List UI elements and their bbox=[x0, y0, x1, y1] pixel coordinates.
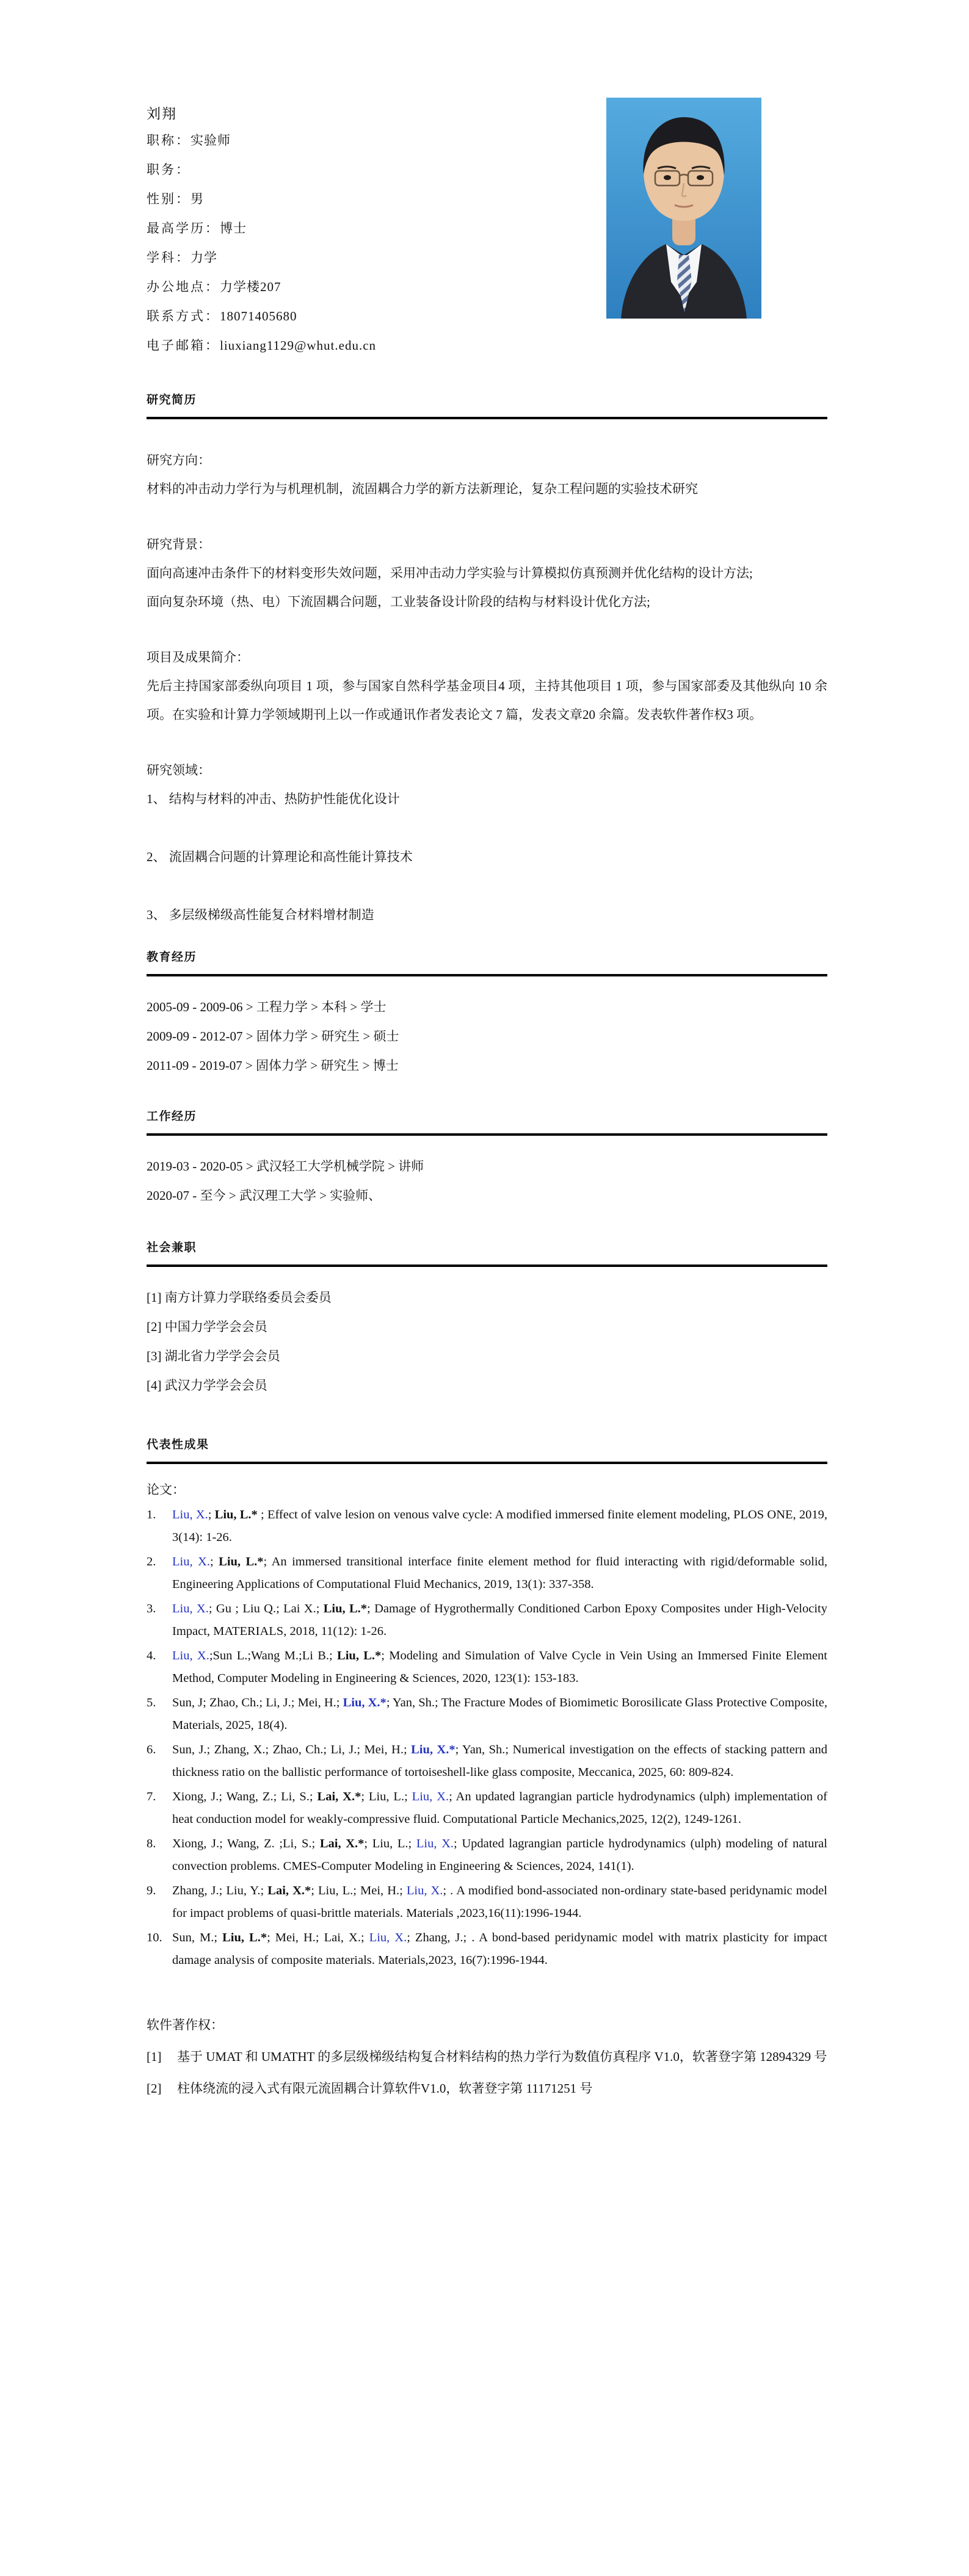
papers-list bbox=[147, 1504, 827, 1972]
page-content bbox=[147, 0, 827, 2103]
paper-number: 2. bbox=[147, 1555, 156, 1568]
paper-segment: Sun, J.; Zhang, X.; Zhao, Ch.; Li, J.; Mei, H.; bbox=[172, 1743, 412, 1756]
software-item-text: 基于 UMAT 和 UMATHT 的多层级梯级结构复合材料结构的热力学行为数值仿真程序 V1.0，软著登字第 12894329 号 bbox=[177, 2049, 827, 2064]
author-link[interactable]: Liu, X. bbox=[172, 1602, 209, 1615]
paper-number: 3. bbox=[147, 1602, 156, 1615]
author-link[interactable]: Liu, X.* bbox=[411, 1743, 455, 1756]
paper-segment: ; bbox=[208, 1508, 215, 1521]
paper-item bbox=[147, 1880, 827, 1925]
field-label: 职称： bbox=[147, 133, 191, 148]
social-item: [4] 武汉力学学会会员 bbox=[147, 1378, 267, 1393]
paper-text bbox=[172, 1645, 827, 1690]
profile-fields bbox=[147, 126, 827, 360]
corresponding-author: Lai, X.* bbox=[267, 1884, 311, 1897]
profile-field bbox=[147, 301, 827, 331]
education-item: 2009-09 - 2012-07 > 固体力学 > 研究生 > 硕士 bbox=[147, 1029, 399, 1044]
author-link[interactable]: Liu, X. bbox=[406, 1884, 443, 1897]
paper-segment: ; Effect of valve lesion on venous valve cycle: A modified immersed finite element modeling, PLOS ONE, 2019, 3(14): 1-26. bbox=[172, 1508, 827, 1544]
research-paragraph: 面向高速冲击条件下的材料变形失效问题，采用冲击动力学实验与计算模拟仿真预测并优化结构的设计方法; bbox=[147, 566, 753, 580]
corresponding-author: Liu, L.* bbox=[323, 1602, 368, 1615]
profile-field bbox=[147, 126, 827, 155]
social-item: [2] 中国力学学会会员 bbox=[147, 1319, 267, 1334]
work-item: 2019-03 - 2020-05 > 武汉轻工大学机械学院 > 讲师 bbox=[147, 1159, 424, 1174]
paper-segment: ; An updated lagrangian particle hydrodynamics (ulph) implementation of heat conduction model for weakly-compressive fluid. Computational Particle Mechanics,2025, 12(2), 1249-1261. bbox=[172, 1790, 827, 1826]
section-heading-research: 研究简历 bbox=[147, 391, 827, 419]
education-item: 2011-09 - 2019-07 > 固体力学 > 研究生 > 博士 bbox=[147, 1058, 399, 1073]
paper-segment: ; Updated lagrangian particle hydrodynamics (ulph) modeling of natural convection problems. CMES-Computer Modeling in Engineering & Sciences, 2024, 141(1). bbox=[172, 1837, 827, 1873]
paper-segment: ; Yan, Sh.; Numerical investigation on the effects of stacking pattern and thickness ratio on the ballistic performance of tortoiseshell-like glass composite, Meccanica, 2025, 60: 809-824. bbox=[172, 1743, 827, 1779]
section-work bbox=[147, 1107, 827, 1210]
author-link[interactable]: Liu, X. bbox=[172, 1649, 209, 1662]
research-paragraph: 材料的冲击动力学行为与机理机制，流固耦合力学的新方法新理论，复杂工程问题的实验技术研究 bbox=[147, 482, 698, 496]
section-research bbox=[147, 391, 827, 929]
paper-item bbox=[147, 1692, 827, 1737]
paper-text bbox=[172, 1927, 827, 1972]
corresponding-author: Liu, L.* bbox=[214, 1508, 261, 1521]
software-item-tag: [2] bbox=[147, 2081, 162, 2096]
corresponding-author: Liu, L.* bbox=[337, 1649, 382, 1662]
section-heading-social: 社会兼职 bbox=[147, 1238, 827, 1267]
software-item-text: 柱体绕流的浸入式有限元流固耦合计算软件V1.0，软著登字第 11171251 号 bbox=[177, 2081, 593, 2096]
education-item: 2005-09 - 2009-06 > 工程力学 > 本科 > 学士 bbox=[147, 1000, 387, 1014]
paper-segment: Xiong, J.; Wang, Z. ;Li, S.; bbox=[172, 1837, 320, 1850]
paper-number: 7. bbox=[147, 1790, 156, 1803]
paper-number: 5. bbox=[147, 1696, 156, 1709]
paper-text bbox=[172, 1504, 827, 1549]
field-value: 力学 bbox=[191, 250, 217, 265]
research-blocks bbox=[147, 446, 827, 929]
field-label: 性别： bbox=[147, 192, 191, 206]
field-value: 力学楼207 bbox=[220, 280, 281, 294]
field-label: 联系方式： bbox=[147, 309, 220, 323]
paper-number: 6. bbox=[147, 1743, 156, 1756]
paper-item bbox=[147, 1927, 827, 1972]
section-achievements bbox=[147, 1435, 827, 2103]
field-label: 学科： bbox=[147, 250, 191, 265]
research-block-title: 研究背景： bbox=[147, 537, 211, 552]
paper-item bbox=[147, 1645, 827, 1690]
paper-text bbox=[172, 1551, 827, 1596]
field-label: 办公地点： bbox=[147, 280, 220, 294]
paper-segment: ; bbox=[209, 1555, 219, 1568]
author-link[interactable]: Liu, X. bbox=[369, 1931, 407, 1944]
paper-segment: ; Zhang, J.; . A bond-based peridynamic model with matrix plasticity for impact damage analysis of composite materials. Materials,2023, 16(7):1996-1944. bbox=[172, 1931, 828, 1967]
paper-segment: ; An immersed transitional interface finite element method for fluid interacting with rigid/deformable solid, Engineering Applications of Computational Fluid Mechanics, 2019, 13(1): 337-358. bbox=[172, 1555, 827, 1591]
research-block-title: 项目及成果简介： bbox=[147, 650, 249, 665]
field-value: 实验师 bbox=[191, 133, 231, 148]
profile-field bbox=[147, 184, 827, 214]
paper-number: 8. bbox=[147, 1837, 156, 1850]
social-item: [1] 南方计算力学联络委员会委员 bbox=[147, 1290, 332, 1305]
paper-item bbox=[147, 1504, 827, 1549]
corresponding-author: Lai, X.* bbox=[319, 1837, 365, 1850]
author-link[interactable]: Liu, X. bbox=[416, 1837, 454, 1850]
field-label: 电子邮箱： bbox=[147, 338, 220, 353]
paper-text bbox=[172, 1598, 827, 1643]
section-social bbox=[147, 1238, 827, 1400]
research-paragraph: 3、 多层级梯级高性能复合材料增材制造 bbox=[147, 907, 374, 922]
paper-segment: ; Damage of Hygrothermally Conditioned Carbon Epoxy Composites under High-Velocity Impact, MATERIALS, 2018, 11(12): 1-26. bbox=[172, 1602, 827, 1638]
research-block-title: 研究方向： bbox=[147, 453, 211, 467]
social-list bbox=[147, 1283, 827, 1400]
papers-label: 论文： bbox=[147, 1482, 185, 1497]
paper-segment: ; Liu, L.; bbox=[364, 1837, 416, 1850]
paper-number: 10. bbox=[147, 1931, 162, 1944]
section-heading-work: 工作经历 bbox=[147, 1107, 827, 1136]
software-list bbox=[147, 2042, 827, 2103]
person-name: 刘翔 bbox=[147, 106, 177, 121]
research-block bbox=[147, 530, 827, 616]
paper-segment: Sun, M.; bbox=[172, 1931, 223, 1944]
paper-item bbox=[147, 1833, 827, 1878]
paper-number: 9. bbox=[147, 1884, 156, 1897]
profile-field bbox=[147, 243, 827, 272]
corresponding-author: Liu, L.* bbox=[222, 1931, 267, 1944]
paper-number: 1. bbox=[147, 1508, 156, 1521]
research-block-title: 研究领域： bbox=[147, 763, 211, 777]
paper-segment: Xiong, J.; Wang, Z.; Li, S.; bbox=[172, 1790, 318, 1803]
research-paragraph: 2、 流固耦合问题的计算理论和高性能计算技术 bbox=[147, 850, 413, 864]
software-item bbox=[147, 2042, 827, 2071]
paper-text bbox=[172, 1786, 827, 1831]
author-link[interactable]: Liu, X.* bbox=[343, 1696, 387, 1709]
corresponding-author: Lai, X.* bbox=[317, 1790, 361, 1803]
author-link[interactable]: Liu, X. bbox=[172, 1508, 208, 1521]
paper-item bbox=[147, 1786, 827, 1831]
research-block bbox=[147, 756, 827, 929]
research-paragraph: 面向复杂环境（热、电）下流固耦合问题，工业装备设计阶段的结构与材料设计优化方法; bbox=[147, 594, 650, 609]
research-paragraph: 1、 结构与材料的冲击、热防护性能优化设计 bbox=[147, 792, 400, 806]
profile-field bbox=[147, 272, 827, 301]
research-block bbox=[147, 446, 827, 503]
paper-item bbox=[147, 1598, 827, 1643]
paper-segment: ; Liu, L.; Mei, H.; bbox=[311, 1884, 407, 1897]
paper-segment: ; Gu ; Liu Q.; Lai X.; bbox=[208, 1602, 324, 1615]
paper-segment: ; Yan, Sh.; The Fracture Modes of Biomimetic Borosilicate Glass Protective Composite, Materials, 2025, 18(4). bbox=[172, 1696, 827, 1732]
field-value: liuxiang1129@whut.edu.cn bbox=[220, 338, 377, 353]
paper-segment: ; . A modified bond-associated non-ordinary state-based peridynamic model for impact problems of quasi-brittle materials. Materials ,2023,16(11):1996-1944. bbox=[172, 1884, 827, 1920]
paper-item bbox=[147, 1551, 827, 1596]
paper-text bbox=[172, 1739, 827, 1784]
education-list bbox=[147, 992, 827, 1080]
profile-field bbox=[147, 214, 827, 243]
field-label: 最高学历： bbox=[147, 221, 220, 236]
corresponding-author: Liu, L.* bbox=[219, 1555, 264, 1568]
research-paragraph: 先后主持国家部委纵向项目 1 项，参与国家自然科学基金项目4 项，主持其他项目 1 项，参与国家部委及其他纵向 10 余项。在实验和计算力学领域期刊上以一作或通讯作者发表论文 7 篇，发表文章20 余篇。发表软件著作权3 项。 bbox=[147, 679, 827, 722]
profile-field bbox=[147, 331, 827, 360]
paper-segment: Zhang, J.; Liu, Y.; bbox=[172, 1884, 268, 1897]
paper-item bbox=[147, 1739, 827, 1784]
research-block bbox=[147, 643, 827, 729]
field-value: 男 bbox=[191, 192, 204, 206]
section-heading-achievements: 代表性成果 bbox=[147, 1435, 827, 1464]
field-label: 职务： bbox=[147, 162, 191, 177]
software-item bbox=[147, 2074, 827, 2103]
paper-segment: ; Liu, L.; bbox=[361, 1790, 412, 1803]
paper-text bbox=[172, 1692, 827, 1737]
author-link[interactable]: Liu, X. bbox=[172, 1555, 210, 1568]
software-label: 软件著作权： bbox=[147, 2018, 223, 2032]
field-value: 18071405680 bbox=[220, 309, 297, 323]
work-item: 2020-07 - 至今 > 武汉理工大学 > 实验师、 bbox=[147, 1188, 382, 1203]
author-link[interactable]: Liu, X. bbox=[412, 1790, 449, 1803]
social-item: [3] 湖北省力学学会会员 bbox=[147, 1349, 280, 1363]
paper-text bbox=[172, 1880, 827, 1925]
field-value: 博士 bbox=[220, 221, 247, 236]
paper-number: 4. bbox=[147, 1649, 156, 1662]
paper-segment: Sun, J; Zhao, Ch.; Li, J.; Mei, H.; bbox=[172, 1696, 343, 1709]
section-education bbox=[147, 948, 827, 1080]
paper-segment: ; Mei, H.; Lai, X.; bbox=[267, 1931, 369, 1944]
section-heading-education: 教育经历 bbox=[147, 948, 827, 976]
work-list bbox=[147, 1152, 827, 1210]
profile-field bbox=[147, 155, 827, 184]
software-item-tag: [1] bbox=[147, 2049, 162, 2064]
paper-segment: ;Sun L.;Wang M.;Li B.; bbox=[209, 1649, 338, 1662]
paper-text bbox=[172, 1833, 827, 1878]
paper-segment: ; Modeling and Simulation of Valve Cycle in Vein Using an Immersed Finite Element Method, Computer Modeling in Engineering & Sciences, 2020, 123(1): 153-183. bbox=[172, 1649, 827, 1685]
